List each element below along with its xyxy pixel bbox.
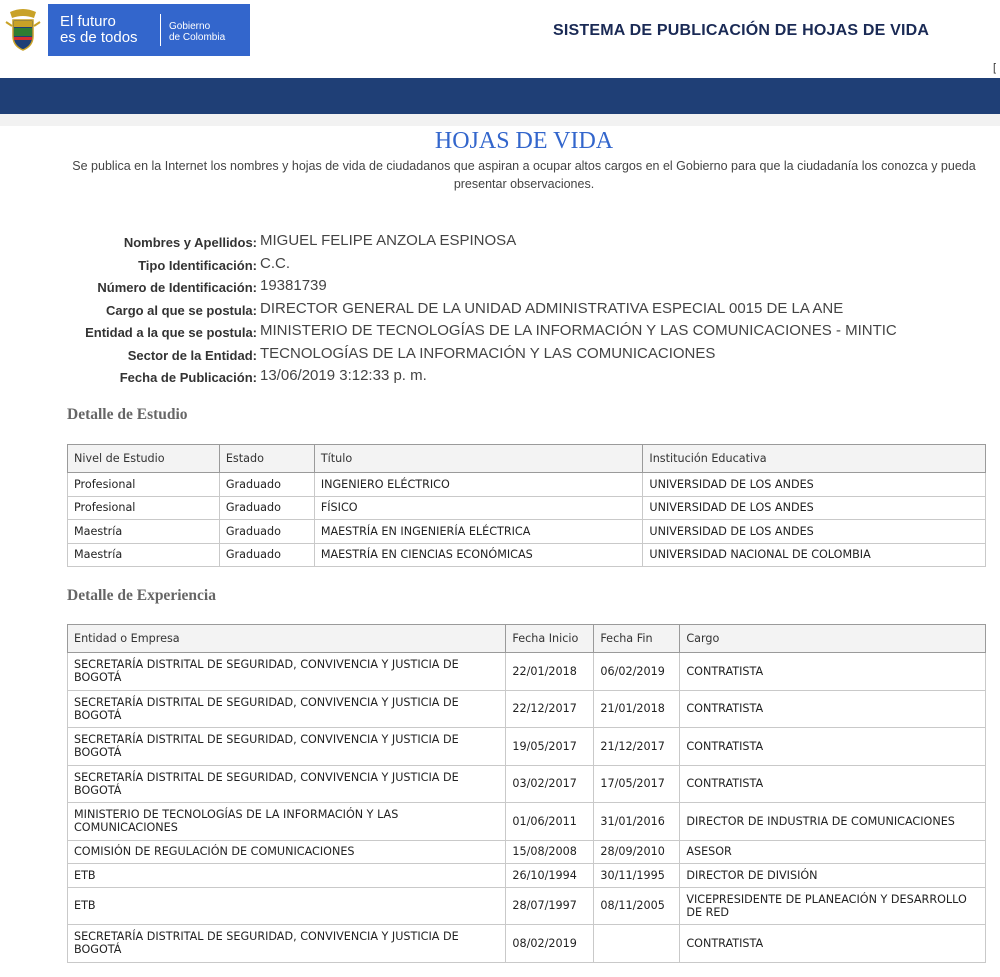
- column-header: Fecha Fin: [594, 625, 680, 653]
- table-cell: SECRETARÍA DISTRITAL DE SEGURIDAD, CONVIVENCIA Y JUSTICIA DE BOGOTÁ: [68, 653, 506, 691]
- table-cell: 08/11/2005: [594, 887, 680, 925]
- table-cell: 21/01/2018: [594, 690, 680, 728]
- table-cell: 28/09/2010: [594, 840, 680, 864]
- info-row-entity: [0, 322, 1000, 344]
- brand-slogan: [60, 14, 152, 46]
- table-cell: 22/01/2018: [506, 653, 594, 691]
- info-value: MINISTERIO DE TECNOLOGÍAS DE LA INFORMACIÓN Y LAS COMUNICACIONES - MINTIC: [260, 322, 897, 339]
- table-cell: Profesional: [68, 473, 220, 497]
- table-cell: 17/05/2017: [594, 765, 680, 803]
- info-row-publication-date: [0, 367, 1000, 389]
- bracket-glyph: [: [993, 62, 997, 74]
- table-cell: SECRETARÍA DISTRITAL DE SEGURIDAD, CONVIVENCIA Y JUSTICIA DE BOGOTÁ: [68, 690, 506, 728]
- column-header: Cargo: [680, 625, 986, 653]
- table-cell: UNIVERSIDAD NACIONAL DE COLOMBIA: [643, 543, 986, 567]
- table-cell: SECRETARÍA DISTRITAL DE SEGURIDAD, CONVIVENCIA Y JUSTICIA DE BOGOTÁ: [68, 925, 506, 963]
- table-cell: DIRECTOR DE INDUSTRIA DE COMUNICACIONES: [680, 803, 986, 841]
- table-row: [68, 887, 986, 925]
- navigation-bar: [0, 78, 1000, 114]
- table-cell: MINISTERIO DE TECNOLOGÍAS DE LA INFORMACIÓN Y LAS COMUNICACIONES: [68, 803, 506, 841]
- info-row-position: [0, 300, 1000, 322]
- info-label: Entidad a la que se postula:: [85, 325, 257, 340]
- table-cell: UNIVERSIDAD DE LOS ANDES: [643, 496, 986, 520]
- gov-line-1: Gobierno: [169, 21, 211, 32]
- table-cell: CONTRATISTA: [680, 653, 986, 691]
- system-title: SISTEMA DE PUBLICACIÓN DE HOJAS DE VIDA: [553, 22, 930, 39]
- top-header: [0, 0, 1000, 74]
- info-label: Cargo al que se postula:: [106, 302, 257, 318]
- info-label: Número de Identificación:: [97, 280, 257, 295]
- column-header: Título: [314, 445, 643, 473]
- table-cell: 03/02/2017: [506, 765, 594, 803]
- info-value: C.C.: [260, 254, 290, 272]
- table-row: [68, 520, 986, 544]
- table-cell: UNIVERSIDAD DE LOS ANDES: [643, 473, 986, 497]
- coat-of-arms-icon[interactable]: [4, 8, 42, 52]
- table-header-row: [68, 625, 986, 653]
- table-row: [68, 653, 986, 691]
- info-value: DIRECTOR GENERAL DE LA UNIDAD ADMINISTRATIVA ESPECIAL 0015 DE LA ANE: [260, 299, 844, 317]
- brand-divider: [160, 14, 161, 46]
- page-title: HOJAS DE VIDA: [434, 128, 614, 154]
- table-cell: 06/02/2019: [594, 653, 680, 691]
- table-row: [68, 925, 986, 963]
- table-cell: CONTRATISTA: [680, 728, 986, 766]
- experience-table: [67, 624, 986, 963]
- table-cell: UNIVERSIDAD DE LOS ANDES: [643, 520, 986, 544]
- info-value: TECNOLOGÍAS DE LA INFORMACIÓN Y LAS COMUNICACIONES: [260, 344, 716, 362]
- table-cell: COMISIÓN DE REGULACIÓN DE COMUNICACIONES: [68, 840, 506, 864]
- table-cell: ETB: [68, 887, 506, 925]
- table-cell: DIRECTOR DE DIVISIÓN: [680, 864, 986, 888]
- table-row: [68, 728, 986, 766]
- table-row: [68, 803, 986, 841]
- table-cell: Maestría: [68, 543, 220, 567]
- table-cell: 22/12/2017: [506, 690, 594, 728]
- table-header-row: [68, 445, 986, 473]
- column-header: Institución Educativa: [643, 445, 986, 473]
- table-cell: Graduado: [219, 520, 314, 544]
- table-cell: 26/10/1994: [506, 864, 594, 888]
- table-cell: FÍSICO: [314, 496, 643, 520]
- table-cell: MAESTRÍA EN INGENIERÍA ELÉCTRICA: [314, 520, 643, 544]
- table-cell: 30/11/1995: [594, 864, 680, 888]
- brand-logo[interactable]: [48, 4, 250, 56]
- info-value: 19381739: [260, 277, 327, 294]
- info-row-sector: [0, 345, 1000, 367]
- info-label: Nombres y Apellidos:: [123, 235, 257, 250]
- table-cell: 15/08/2008: [506, 840, 594, 864]
- table-cell: MAESTRÍA EN CIENCIAS ECONÓMICAS: [314, 543, 643, 567]
- info-row-id-type: [0, 255, 1000, 277]
- study-table: [67, 444, 986, 567]
- table-cell: Maestría: [68, 520, 220, 544]
- gov-label: [169, 21, 225, 43]
- table-cell: 19/05/2017: [506, 728, 594, 766]
- table-cell: SECRETARÍA DISTRITAL DE SEGURIDAD, CONVIVENCIA Y JUSTICIA DE BOGOTÁ: [68, 765, 506, 803]
- info-value: MIGUEL FELIPE ANZOLA ESPINOSA: [260, 232, 517, 249]
- info-label: Tipo Identificación:: [138, 257, 257, 273]
- table-row: [68, 543, 986, 567]
- info-label: Sector de la Entidad:: [127, 347, 257, 363]
- table-cell: INGENIERO ELÉCTRICO: [314, 473, 643, 497]
- table-cell: 31/01/2016: [594, 803, 680, 841]
- info-value: 13/06/2019 3:12:33 p. m.: [260, 367, 427, 384]
- column-header: Fecha Inicio: [506, 625, 594, 653]
- brand-line-1: El futuro: [60, 13, 116, 30]
- table-cell: ASESOR: [680, 840, 986, 864]
- table-cell: Graduado: [219, 496, 314, 520]
- table-row: [68, 765, 986, 803]
- table-cell: [594, 925, 680, 963]
- table-row: [68, 473, 986, 497]
- table-cell: 08/02/2019: [506, 925, 594, 963]
- gov-line-2: de Colombia: [169, 32, 226, 43]
- table-cell: ETB: [68, 864, 506, 888]
- experience-section-title: Detalle de Experiencia: [67, 587, 216, 604]
- intro-text: Se publica en la Internet los nombres y hojas de vida de ciudadanos que aspiran a ocupar altos cargos en el Gobierno para que la ciudadanía los conozca y pueda presentar observaciones.: [72, 159, 976, 191]
- table-cell: Graduado: [219, 543, 314, 567]
- table-row: [68, 864, 986, 888]
- info-row-name: [0, 232, 1000, 254]
- study-section-title: Detalle de Estudio: [67, 406, 188, 423]
- table-cell: SECRETARÍA DISTRITAL DE SEGURIDAD, CONVIVENCIA Y JUSTICIA DE BOGOTÁ: [68, 728, 506, 766]
- table-row: [68, 840, 986, 864]
- info-label: Fecha de Publicación:: [119, 370, 257, 385]
- brand-line-2: es de todos: [60, 29, 138, 46]
- page-gap: [0, 114, 1000, 126]
- table-cell: VICEPRESIDENTE DE PLANEACIÓN Y DESARROLLO DE RED: [680, 887, 986, 925]
- table-cell: CONTRATISTA: [680, 765, 986, 803]
- column-header: Nivel de Estudio: [68, 445, 220, 473]
- table-row: [68, 690, 986, 728]
- table-cell: 28/07/1997: [506, 887, 594, 925]
- table-cell: Profesional: [68, 496, 220, 520]
- table-cell: 01/06/2011: [506, 803, 594, 841]
- column-header: Entidad o Empresa: [68, 625, 506, 653]
- table-row: [68, 496, 986, 520]
- table-cell: CONTRATISTA: [680, 925, 986, 963]
- column-header: Estado: [219, 445, 314, 473]
- table-cell: CONTRATISTA: [680, 690, 986, 728]
- info-row-id-number: [0, 277, 1000, 299]
- table-cell: Graduado: [219, 473, 314, 497]
- table-cell: 21/12/2017: [594, 728, 680, 766]
